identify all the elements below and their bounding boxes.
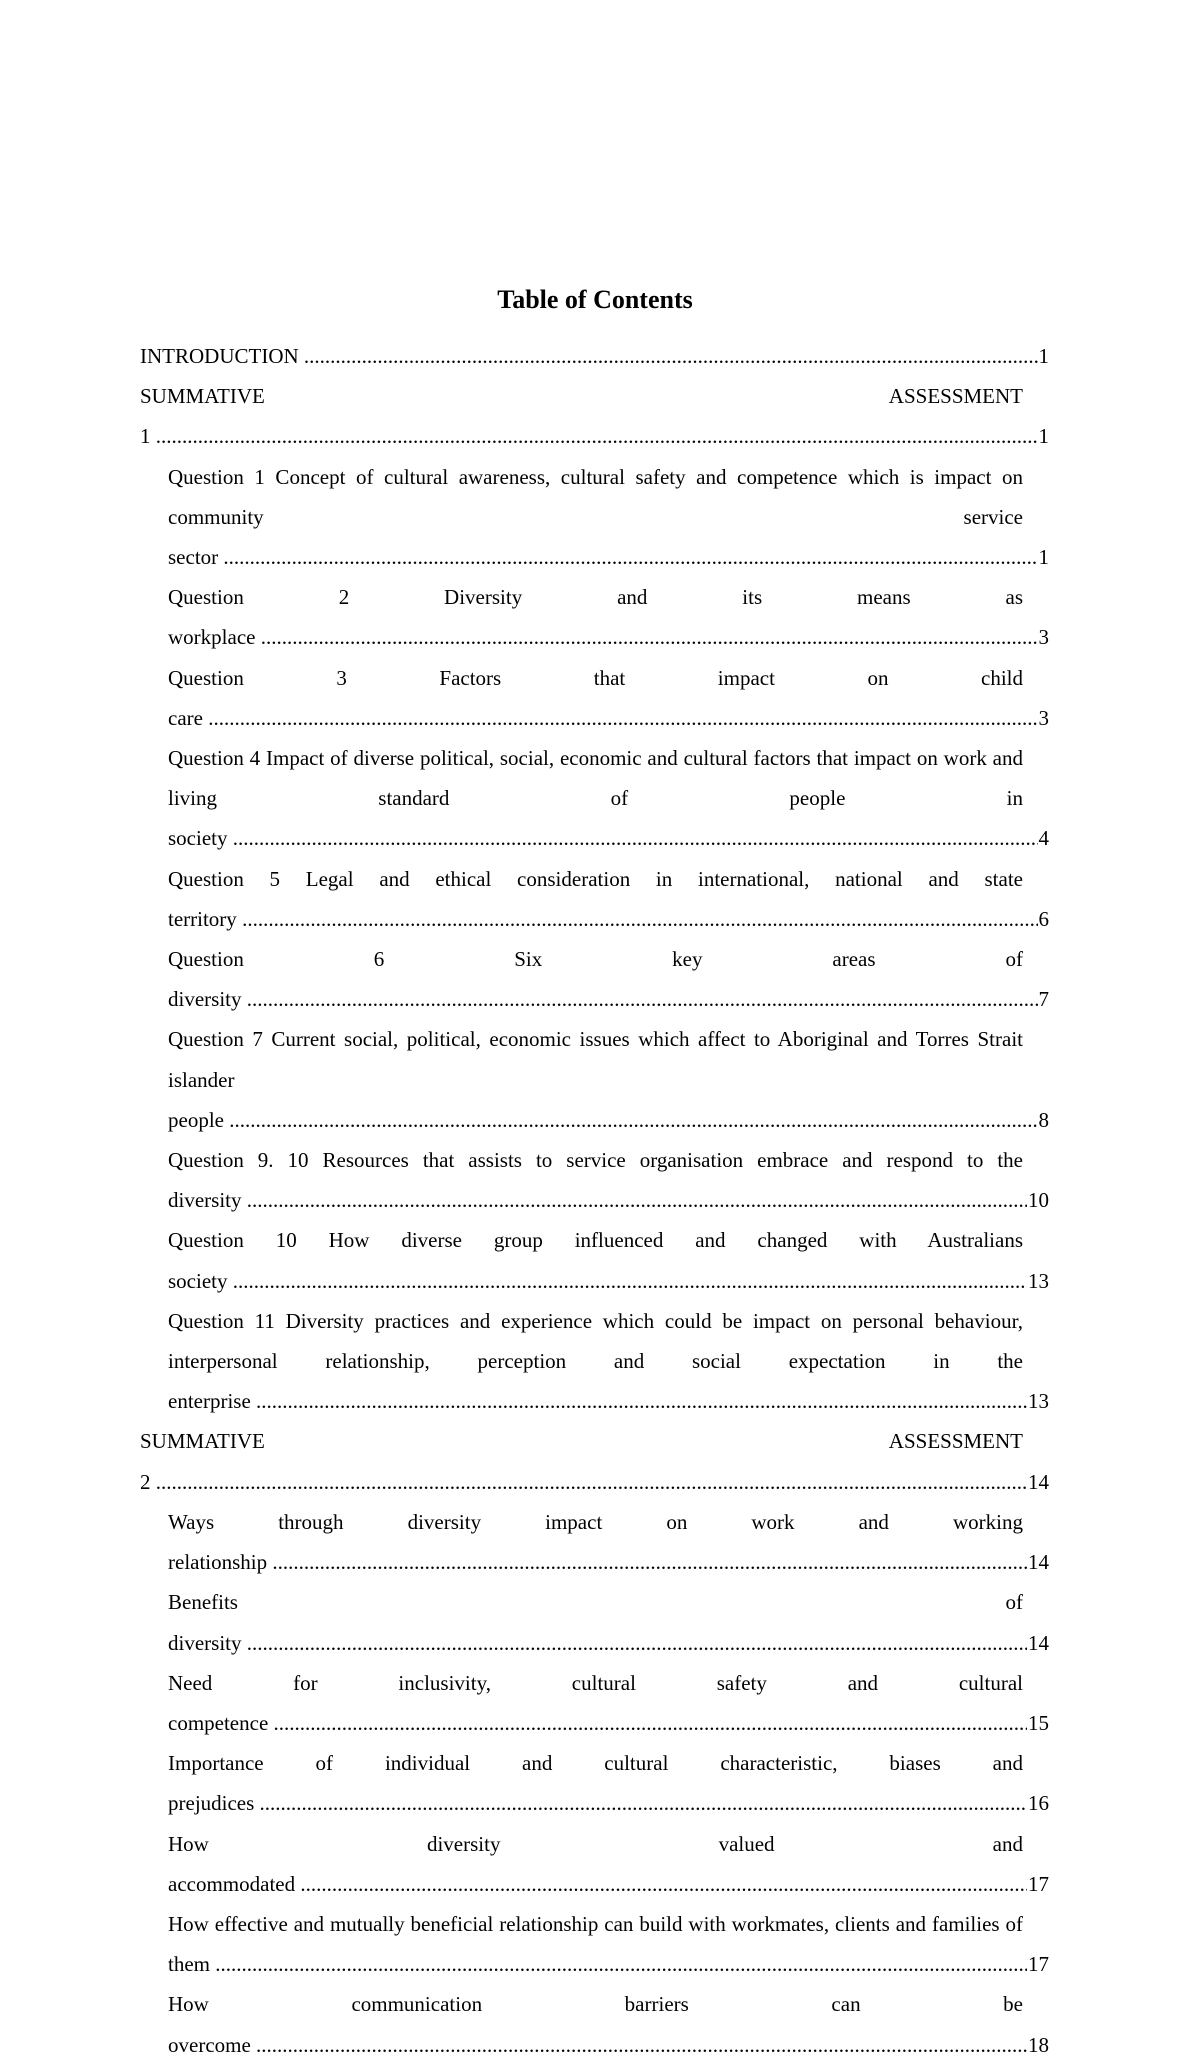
toc-entry-text: How communication barriers can be overcome ..... xyxy=(168,1992,1049,2056)
toc-entry-text: Question 6 Six key areas of diversity ..... xyxy=(168,947,1049,1011)
toc-entry-text: Question 7 Current social, political, economic issues which affect to Aboriginal and Torres Strait islander people ..... xyxy=(168,1027,1049,1131)
toc-title: Table of Contents xyxy=(497,285,693,314)
toc-entry[interactable] xyxy=(140,457,1049,578)
toc-entry-text: Importance of individual and cultural characteristic, biases and prejudices ..... xyxy=(168,1751,1049,1815)
toc-entry-page: 1 xyxy=(1038,537,1050,577)
toc-entry-page: 17 xyxy=(1027,1864,1049,1904)
toc-entry-page: 13 xyxy=(1027,1381,1049,1421)
toc-entry[interactable] xyxy=(140,1984,1049,2064)
toc-entry-text: Ways through diversity impact on work and working relationship ..... xyxy=(168,1510,1049,1574)
toc-entry-page: 1 xyxy=(1038,336,1050,376)
toc-entry[interactable] xyxy=(140,1301,1049,1422)
toc-entry[interactable] xyxy=(140,1421,1049,1501)
toc-entry-text: Question 1 Concept of cultural awareness, cultural safety and competence which is impact on community service sector ..... xyxy=(168,465,1049,569)
toc-entry[interactable] xyxy=(140,738,1049,859)
toc-entry-text: Question 5 Legal and ethical consideration in international, national and state territory ..... xyxy=(168,867,1049,931)
toc-entry-page: 4 xyxy=(1038,818,1050,858)
toc-entry-page: 16 xyxy=(1027,1783,1049,1823)
toc-entry[interactable] xyxy=(140,1904,1049,1984)
toc-entry[interactable] xyxy=(140,1220,1049,1300)
toc-entry-text: Question 3 Factors that impact on child care ..... xyxy=(168,666,1049,730)
toc-entry-text: SUMMATIVE ASSESSMENT 1 ..... xyxy=(140,384,1049,448)
toc-entry-text: Benefits of diversity ..... xyxy=(168,1590,1049,1654)
toc-entry-page: 3 xyxy=(1038,698,1050,738)
toc-entry-page: 17 xyxy=(1027,1944,1049,1984)
toc-entry[interactable] xyxy=(140,939,1049,1019)
toc-entry[interactable] xyxy=(140,1019,1049,1140)
toc-entry-page: 13 xyxy=(1027,1261,1049,1301)
toc-entry-text: INTRODUCTION ..... xyxy=(140,344,1049,368)
toc-entry-page: 6 xyxy=(1038,899,1050,939)
toc-entry-text: Question 11 Diversity practices and experience which could be impact on personal behaviour, interpersonal relationship, perception and social expectation in the enterprise ..... xyxy=(168,1309,1049,1413)
toc-entry-page: 8 xyxy=(1038,1100,1050,1140)
toc-entry-text: SUMMATIVE ASSESSMENT 2 ..... xyxy=(140,1429,1049,1493)
toc-entry[interactable] xyxy=(140,577,1049,657)
toc-entry-text: Question 10 How diverse group influenced and changed with Australians society ..... xyxy=(168,1228,1049,1292)
toc-entry-text: Need for inclusivity, cultural safety and cultural competence ..... xyxy=(168,1671,1049,1735)
toc-entry-text: How diversity valued and accommodated ..... xyxy=(168,1832,1049,1896)
toc-entry-text: Question 9. 10 Resources that assists to service organisation embrace and respond to the diversity ..... xyxy=(168,1148,1049,1212)
toc-entry[interactable] xyxy=(140,1824,1049,1904)
toc-entry[interactable] xyxy=(140,376,1049,456)
toc-entry[interactable] xyxy=(140,1140,1049,1220)
toc-entry[interactable] xyxy=(140,859,1049,939)
toc-entry-text: Question 4 Impact of diverse political, social, economic and cultural factors that impact on work and living standard of people in society ..... xyxy=(168,746,1049,850)
toc-entry-page: 14 xyxy=(1027,1542,1049,1582)
toc-entry-text: Question 2 Diversity and its means as workplace ..... xyxy=(168,585,1049,649)
toc-entry[interactable] xyxy=(140,658,1049,738)
toc-entry-page: 14 xyxy=(1027,1462,1049,1502)
table-of-contents xyxy=(140,336,1049,2065)
toc-entry-page: 1 xyxy=(1038,416,1050,456)
toc-entry[interactable] xyxy=(140,1582,1049,1662)
toc-entry-page: 18 xyxy=(1027,2025,1049,2065)
toc-entry-page: 15 xyxy=(1027,1703,1049,1743)
toc-entry[interactable] xyxy=(140,1743,1049,1823)
toc-entry-page: 7 xyxy=(1038,979,1050,1019)
toc-entry[interactable] xyxy=(140,1663,1049,1743)
toc-entry[interactable] xyxy=(140,1502,1049,1582)
toc-entry-text: How effective and mutually beneficial relationship can build with workmates, clients and families of them ..... xyxy=(168,1912,1049,1976)
toc-entry-page: 14 xyxy=(1027,1623,1049,1663)
toc-entry-page: 3 xyxy=(1038,617,1050,657)
toc-entry[interactable] xyxy=(140,336,1049,376)
toc-entry-page: 10 xyxy=(1027,1180,1049,1220)
